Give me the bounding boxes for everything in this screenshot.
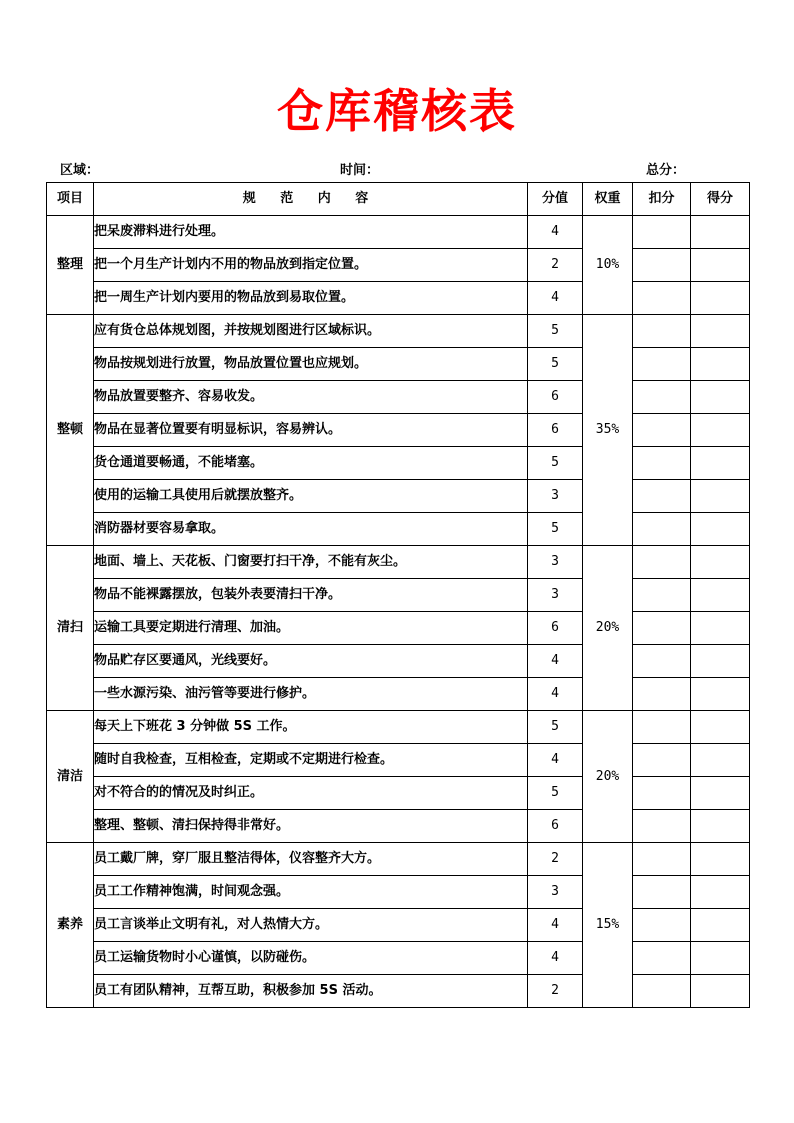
deduct-cell[interactable] — [633, 249, 691, 282]
deduct-cell[interactable] — [633, 414, 691, 447]
section-weight: 20% — [583, 546, 633, 711]
criterion-text: 员工运输货物时小心谨慎，以防碰伤。 — [94, 942, 528, 975]
section-weight: 20% — [583, 711, 633, 843]
criterion-text: 运输工具要定期进行清理、加油。 — [94, 612, 528, 645]
table-row — [47, 711, 750, 744]
deduct-cell[interactable] — [633, 546, 691, 579]
criterion-score: 2 — [528, 975, 583, 1008]
criterion-text: 员工工作精神饱满，时间观念强。 — [94, 876, 528, 909]
earned-cell[interactable] — [691, 282, 750, 315]
deduct-cell[interactable] — [633, 744, 691, 777]
deduct-cell[interactable] — [633, 216, 691, 249]
criterion-score: 6 — [528, 612, 583, 645]
table-row — [47, 315, 750, 348]
criterion-score: 2 — [528, 249, 583, 282]
criterion-score: 4 — [528, 678, 583, 711]
table-row — [47, 249, 750, 282]
earned-cell[interactable] — [691, 348, 750, 381]
table-row — [47, 381, 750, 414]
criterion-score: 4 — [528, 744, 583, 777]
deduct-cell[interactable] — [633, 810, 691, 843]
header-earned: 得分 — [691, 183, 750, 216]
earned-cell[interactable] — [691, 909, 750, 942]
criterion-text: 使用的运输工具使用后就摆放整齐。 — [94, 480, 528, 513]
criterion-score: 6 — [528, 414, 583, 447]
criterion-score: 6 — [528, 810, 583, 843]
criterion-text: 随时自我检查，互相检查，定期或不定期进行检查。 — [94, 744, 528, 777]
table-row — [47, 447, 750, 480]
section-weight: 15% — [583, 843, 633, 1008]
table-row — [47, 513, 750, 546]
table-row — [47, 777, 750, 810]
deduct-cell[interactable] — [633, 909, 691, 942]
time-label: 时间： — [340, 163, 380, 178]
deduct-cell[interactable] — [633, 777, 691, 810]
earned-cell[interactable] — [691, 414, 750, 447]
earned-cell[interactable] — [691, 810, 750, 843]
earned-cell[interactable] — [691, 579, 750, 612]
criterion-text: 对不符合的的情况及时纠正。 — [94, 777, 528, 810]
criterion-text: 物品不能裸露摆放，包装外表要清扫干净。 — [94, 579, 528, 612]
criterion-text: 每天上下班花 3 分钟做 5S 工作。 — [94, 711, 528, 744]
earned-cell[interactable] — [691, 942, 750, 975]
table-row — [47, 282, 750, 315]
table-row — [47, 975, 750, 1008]
criterion-score: 5 — [528, 447, 583, 480]
table-row — [47, 480, 750, 513]
earned-cell[interactable] — [691, 480, 750, 513]
section-name: 清洁 — [47, 711, 94, 843]
criterion-text: 一些水源污染、油污管等要进行修护。 — [94, 678, 528, 711]
earned-cell[interactable] — [691, 645, 750, 678]
deduct-cell[interactable] — [633, 678, 691, 711]
deduct-cell[interactable] — [633, 282, 691, 315]
table-row — [47, 348, 750, 381]
deduct-cell[interactable] — [633, 381, 691, 414]
criterion-score: 4 — [528, 645, 583, 678]
header-row — [47, 183, 750, 216]
criterion-score: 4 — [528, 942, 583, 975]
deduct-cell[interactable] — [633, 447, 691, 480]
earned-cell[interactable] — [691, 546, 750, 579]
earned-cell[interactable] — [691, 447, 750, 480]
criterion-text: 物品按规划进行放置，物品放置位置也应规划。 — [94, 348, 528, 381]
criterion-text: 物品在显著位置要有明显标识，容易辨认。 — [94, 414, 528, 447]
criterion-text: 把一周生产计划内要用的物品放到易取位置。 — [94, 282, 528, 315]
criterion-score: 4 — [528, 909, 583, 942]
deduct-cell[interactable] — [633, 579, 691, 612]
table-row — [47, 612, 750, 645]
earned-cell[interactable] — [691, 381, 750, 414]
criterion-score: 3 — [528, 480, 583, 513]
earned-cell[interactable] — [691, 678, 750, 711]
criterion-text: 地面、墙上、天花板、门窗要打扫干净，不能有灰尘。 — [94, 546, 528, 579]
earned-cell[interactable] — [691, 315, 750, 348]
criterion-score: 4 — [528, 216, 583, 249]
table-row — [47, 216, 750, 249]
criterion-text: 货仓通道要畅通，不能堵塞。 — [94, 447, 528, 480]
deduct-cell[interactable] — [633, 315, 691, 348]
table-row — [47, 810, 750, 843]
criterion-text: 应有货仓总体规划图，并按规划图进行区域标识。 — [94, 315, 528, 348]
criterion-text: 员工言谈举止文明有礼，对人热情大方。 — [94, 909, 528, 942]
criterion-score: 3 — [528, 546, 583, 579]
header-item: 项目 — [47, 183, 94, 216]
header-content: 规 范 内 容 — [94, 183, 528, 216]
earned-cell[interactable] — [691, 249, 750, 282]
header-score: 分值 — [528, 183, 583, 216]
criterion-score: 5 — [528, 513, 583, 546]
earned-cell[interactable] — [691, 513, 750, 546]
table-row — [47, 546, 750, 579]
deduct-cell[interactable] — [633, 975, 691, 1008]
section-name: 整理 — [47, 216, 94, 315]
earned-cell[interactable] — [691, 744, 750, 777]
table-row — [47, 744, 750, 777]
criterion-score: 3 — [528, 579, 583, 612]
table-row — [47, 876, 750, 909]
deduct-cell[interactable] — [633, 612, 691, 645]
criterion-text: 员工戴厂牌，穿厂服且整洁得体，仪容整齐大方。 — [94, 843, 528, 876]
header-weight: 权重 — [583, 183, 633, 216]
earned-cell[interactable] — [691, 843, 750, 876]
table-row — [47, 414, 750, 447]
table-row — [47, 942, 750, 975]
deduct-cell[interactable] — [633, 348, 691, 381]
audit-table-body — [47, 216, 750, 1008]
total-label: 总分： — [646, 163, 686, 178]
section-name: 素养 — [47, 843, 94, 1008]
table-row — [47, 678, 750, 711]
criterion-score: 5 — [528, 315, 583, 348]
deduct-cell[interactable] — [633, 513, 691, 546]
section-name: 整顿 — [47, 315, 94, 546]
criterion-text: 把一个月生产计划内不用的物品放到指定位置。 — [94, 249, 528, 282]
earned-cell[interactable] — [691, 612, 750, 645]
header-deduct: 扣分 — [633, 183, 691, 216]
criterion-score: 3 — [528, 876, 583, 909]
table-row — [47, 843, 750, 876]
criterion-score: 5 — [528, 348, 583, 381]
section-name: 清扫 — [47, 546, 94, 711]
deduct-cell[interactable] — [633, 843, 691, 876]
criterion-text: 物品贮存区要通风，光线要好。 — [94, 645, 528, 678]
criterion-score: 4 — [528, 282, 583, 315]
criterion-text: 把呆废滞料进行处理。 — [94, 216, 528, 249]
earned-cell[interactable] — [691, 975, 750, 1008]
criterion-score: 5 — [528, 777, 583, 810]
criterion-text: 员工有团队精神，互帮互助，积极参加 5S 活动。 — [94, 975, 528, 1008]
page-title: 仓库稽核表 — [277, 84, 517, 138]
earned-cell[interactable] — [691, 216, 750, 249]
earned-cell[interactable] — [691, 876, 750, 909]
deduct-cell[interactable] — [633, 645, 691, 678]
section-weight: 35% — [583, 315, 633, 546]
area-label: 区域： — [60, 163, 100, 178]
criterion-text: 消防器材要容易拿取。 — [94, 513, 528, 546]
deduct-cell[interactable] — [633, 711, 691, 744]
criterion-text: 整理、整顿、清扫保持得非常好。 — [94, 810, 528, 843]
section-weight: 10% — [583, 216, 633, 315]
deduct-cell[interactable] — [633, 876, 691, 909]
earned-cell[interactable] — [691, 777, 750, 810]
table-row — [47, 579, 750, 612]
criterion-score: 2 — [528, 843, 583, 876]
table-row — [47, 909, 750, 942]
deduct-cell[interactable] — [633, 942, 691, 975]
table-row — [47, 645, 750, 678]
earned-cell[interactable] — [691, 711, 750, 744]
criterion-text: 物品放置要整齐、容易收发。 — [94, 381, 528, 414]
criterion-score: 6 — [528, 381, 583, 414]
criterion-score: 5 — [528, 711, 583, 744]
deduct-cell[interactable] — [633, 480, 691, 513]
audit-table — [46, 182, 750, 1008]
